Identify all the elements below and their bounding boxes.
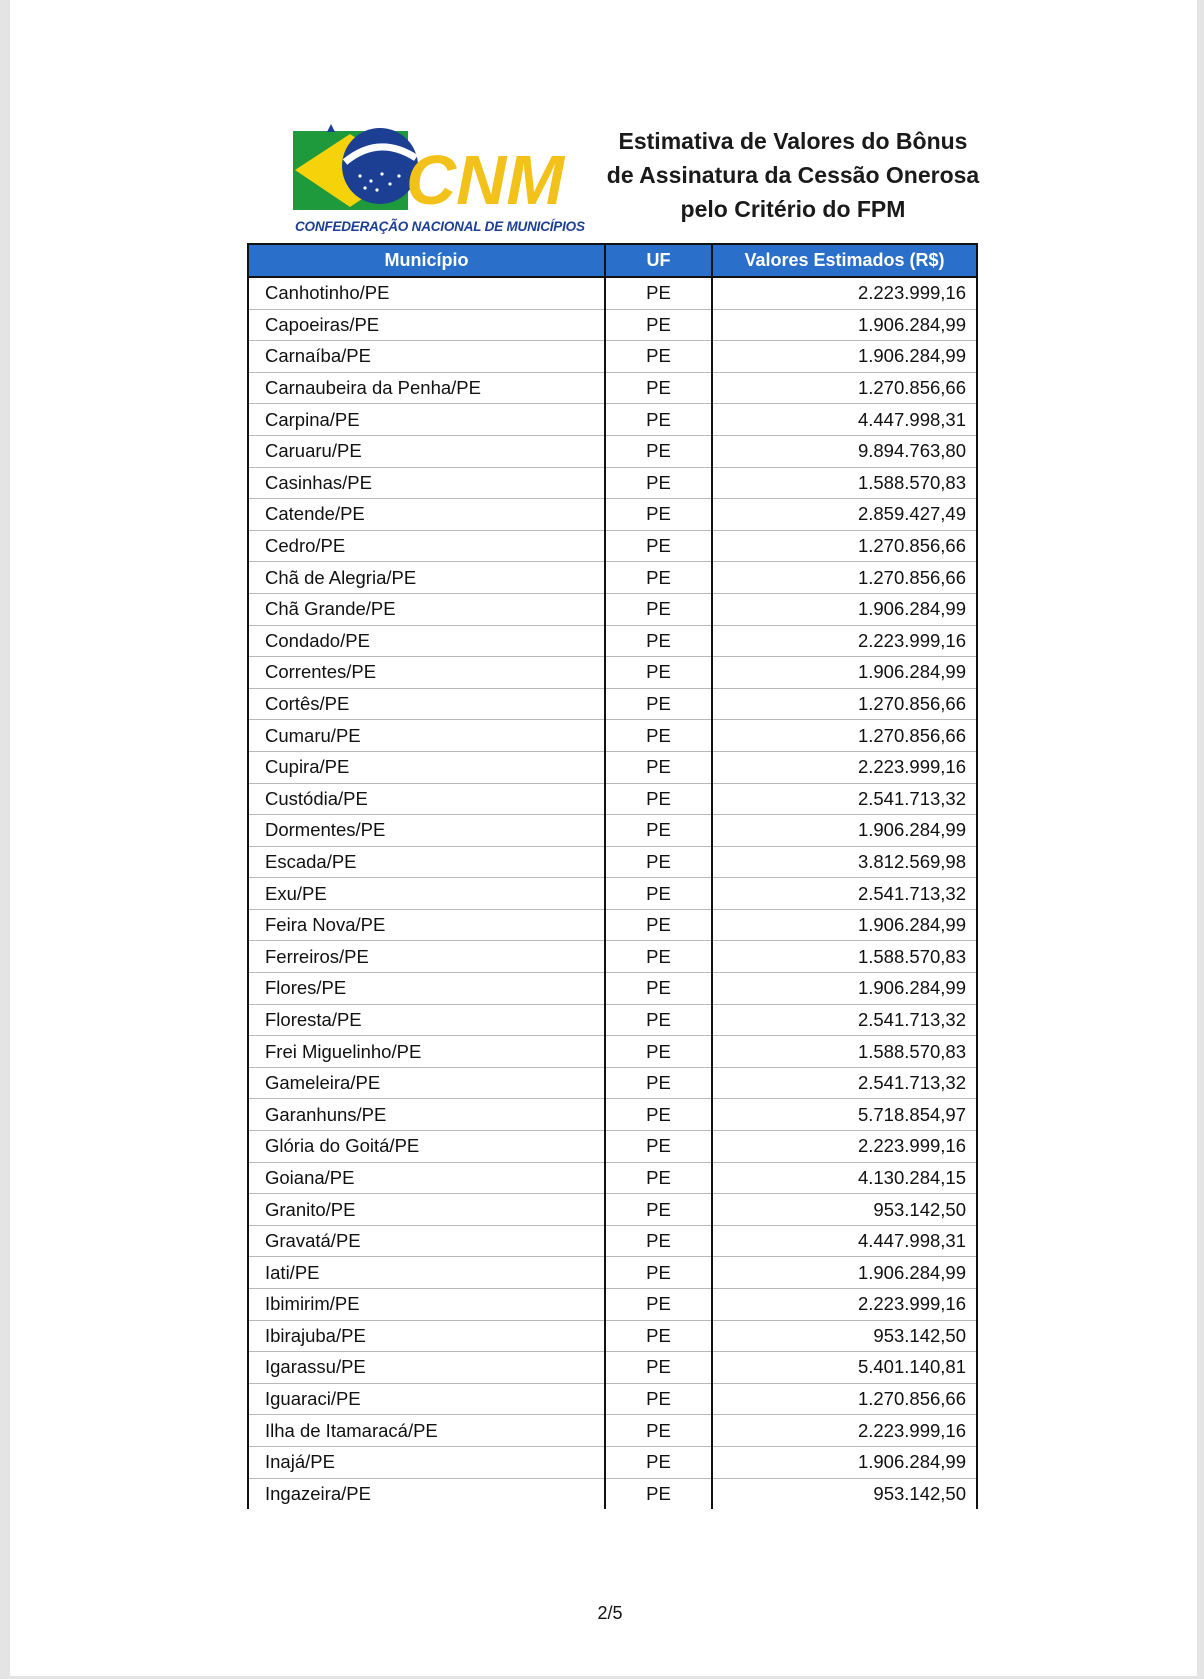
cell-uf: PE	[605, 404, 712, 436]
cell-valor: 2.859.427,49	[712, 499, 977, 531]
cell-uf: PE	[605, 1194, 712, 1226]
table-row	[248, 372, 977, 404]
cell-uf: PE	[605, 1289, 712, 1321]
cell-valor: 2.223.999,16	[712, 277, 977, 309]
title-line-3: pelo Critério do FPM	[680, 196, 906, 222]
table-row	[248, 973, 977, 1005]
logo-caption: CONFEDERAÇÃO NACIONAL DE MUNICÍPIOS	[295, 219, 585, 234]
cell-uf: PE	[605, 973, 712, 1005]
cell-uf: PE	[605, 846, 712, 878]
cell-uf: PE	[605, 1383, 712, 1415]
table-row	[248, 1383, 977, 1415]
document-title	[605, 124, 981, 226]
cell-municipio: Condado/PE	[248, 625, 605, 657]
cell-valor: 1.270.856,66	[712, 372, 977, 404]
cell-uf: PE	[605, 467, 712, 499]
cell-valor: 4.447.998,31	[712, 404, 977, 436]
cell-municipio: Flores/PE	[248, 973, 605, 1005]
cell-uf: PE	[605, 1320, 712, 1352]
table-row	[248, 751, 977, 783]
cell-municipio: Goiana/PE	[248, 1162, 605, 1194]
cell-municipio: Feira Nova/PE	[248, 909, 605, 941]
cell-uf: PE	[605, 1415, 712, 1447]
cell-uf: PE	[605, 909, 712, 941]
cell-municipio: Iguaraci/PE	[248, 1383, 605, 1415]
cell-valor: 1.906.284,99	[712, 593, 977, 625]
cell-valor: 5.718.854,97	[712, 1099, 977, 1131]
cell-municipio: Exu/PE	[248, 878, 605, 910]
cell-valor: 9.894.763,80	[712, 435, 977, 467]
cell-uf: PE	[605, 277, 712, 309]
table-row	[248, 1036, 977, 1068]
cell-valor: 1.906.284,99	[712, 341, 977, 373]
table-row	[248, 1352, 977, 1384]
cell-uf: PE	[605, 751, 712, 783]
table-row	[248, 878, 977, 910]
cell-uf: PE	[605, 1004, 712, 1036]
cell-municipio: Chã Grande/PE	[248, 593, 605, 625]
table-row	[248, 309, 977, 341]
cell-municipio: Escada/PE	[248, 846, 605, 878]
cell-uf: PE	[605, 783, 712, 815]
cell-uf: PE	[605, 720, 712, 752]
cell-uf: PE	[605, 341, 712, 373]
cell-valor: 1.588.570,83	[712, 941, 977, 973]
cell-uf: PE	[605, 1131, 712, 1163]
cell-valor: 1.270.856,66	[712, 530, 977, 562]
cell-municipio: Granito/PE	[248, 1194, 605, 1226]
table-row	[248, 720, 977, 752]
cell-valor: 1.270.856,66	[712, 1383, 977, 1415]
cell-uf: PE	[605, 1446, 712, 1478]
table-row	[248, 1257, 977, 1289]
cell-uf: PE	[605, 1067, 712, 1099]
table-row	[248, 1320, 977, 1352]
table-row	[248, 1099, 977, 1131]
table-row	[248, 1478, 977, 1509]
cell-municipio: Cupira/PE	[248, 751, 605, 783]
cell-uf: PE	[605, 1225, 712, 1257]
cell-municipio: Frei Miguelinho/PE	[248, 1036, 605, 1068]
cell-uf: PE	[605, 688, 712, 720]
table-row	[248, 1289, 977, 1321]
table-row	[248, 909, 977, 941]
table-row	[248, 1131, 977, 1163]
cell-municipio: Iati/PE	[248, 1257, 605, 1289]
cell-valor: 2.541.713,32	[712, 1004, 977, 1036]
cell-municipio: Ibimirim/PE	[248, 1289, 605, 1321]
table-row	[248, 846, 977, 878]
cell-valor: 2.223.999,16	[712, 1131, 977, 1163]
cell-municipio: Igarassu/PE	[248, 1352, 605, 1384]
cell-municipio: Garanhuns/PE	[248, 1099, 605, 1131]
title-line-1: Estimativa de Valores do Bônus	[618, 128, 968, 154]
cell-valor: 1.270.856,66	[712, 720, 977, 752]
cell-valor: 3.812.569,98	[712, 846, 977, 878]
title-line-2: de Assinatura da Cessão Onerosa	[606, 162, 980, 188]
cell-municipio: Canhotinho/PE	[248, 277, 605, 309]
header-valores: Valores Estimados (R$)	[712, 244, 977, 277]
header-uf: UF	[605, 244, 712, 277]
cell-valor: 1.588.570,83	[712, 467, 977, 499]
cell-municipio: Chã de Alegria/PE	[248, 562, 605, 594]
cell-valor: 1.906.284,99	[712, 815, 977, 847]
cell-uf: PE	[605, 309, 712, 341]
table-row	[248, 341, 977, 373]
cell-municipio: Carnaubeira da Penha/PE	[248, 372, 605, 404]
table-row	[248, 435, 977, 467]
table-row	[248, 562, 977, 594]
cell-uf: PE	[605, 815, 712, 847]
cell-valor: 2.223.999,16	[712, 751, 977, 783]
document-page	[10, 0, 1197, 1676]
cell-municipio: Ilha de Itamaracá/PE	[248, 1415, 605, 1447]
table-row	[248, 941, 977, 973]
cell-uf: PE	[605, 1036, 712, 1068]
cell-municipio: Ingazeira/PE	[248, 1478, 605, 1509]
cell-valor: 5.401.140,81	[712, 1352, 977, 1384]
cell-uf: PE	[605, 593, 712, 625]
cell-municipio: Cortês/PE	[248, 688, 605, 720]
brazil-flag-logo-icon	[293, 118, 568, 218]
cell-uf: PE	[605, 878, 712, 910]
table-row	[248, 530, 977, 562]
table-row	[248, 783, 977, 815]
table-row	[248, 688, 977, 720]
table-row	[248, 467, 977, 499]
cell-valor: 953.142,50	[712, 1320, 977, 1352]
cell-valor: 2.223.999,16	[712, 1289, 977, 1321]
cell-municipio: Catende/PE	[248, 499, 605, 531]
values-table	[247, 243, 978, 1509]
cell-valor: 1.270.856,66	[712, 562, 977, 594]
cell-municipio: Capoeiras/PE	[248, 309, 605, 341]
cell-uf: PE	[605, 372, 712, 404]
table-row	[248, 593, 977, 625]
cell-valor: 1.270.856,66	[712, 688, 977, 720]
cell-valor: 1.906.284,99	[712, 657, 977, 689]
table-row	[248, 404, 977, 436]
cell-valor: 1.906.284,99	[712, 309, 977, 341]
table-row	[248, 1004, 977, 1036]
cell-uf: PE	[605, 562, 712, 594]
cell-valor: 1.906.284,99	[712, 1446, 977, 1478]
table-row	[248, 1067, 977, 1099]
table-row	[248, 1194, 977, 1226]
cell-valor: 2.541.713,32	[712, 783, 977, 815]
table-row	[248, 657, 977, 689]
cell-valor: 953.142,50	[712, 1194, 977, 1226]
table-row	[248, 499, 977, 531]
header-municipio: Município	[248, 244, 605, 277]
cell-municipio: Correntes/PE	[248, 657, 605, 689]
cell-municipio: Ibirajuba/PE	[248, 1320, 605, 1352]
cell-uf: PE	[605, 1257, 712, 1289]
cell-uf: PE	[605, 530, 712, 562]
table-row	[248, 1446, 977, 1478]
table-row	[248, 1225, 977, 1257]
cell-uf: PE	[605, 1099, 712, 1131]
cell-municipio: Floresta/PE	[248, 1004, 605, 1036]
cell-valor: 1.906.284,99	[712, 973, 977, 1005]
cell-valor: 2.541.713,32	[712, 878, 977, 910]
table-row	[248, 1162, 977, 1194]
cell-uf: PE	[605, 1162, 712, 1194]
cell-valor: 2.223.999,16	[712, 1415, 977, 1447]
cell-municipio: Custódia/PE	[248, 783, 605, 815]
table-row	[248, 625, 977, 657]
cell-uf: PE	[605, 1478, 712, 1509]
cell-municipio: Gameleira/PE	[248, 1067, 605, 1099]
cell-valor: 2.223.999,16	[712, 625, 977, 657]
cell-valor: 1.906.284,99	[712, 1257, 977, 1289]
table-row	[248, 815, 977, 847]
cell-municipio: Cumaru/PE	[248, 720, 605, 752]
cell-valor: 1.588.570,83	[712, 1036, 977, 1068]
cell-municipio: Carpina/PE	[248, 404, 605, 436]
cell-municipio: Ferreiros/PE	[248, 941, 605, 973]
page-number: 2/5	[597, 1603, 623, 1623]
cell-uf: PE	[605, 625, 712, 657]
table-row	[248, 277, 977, 309]
cell-uf: PE	[605, 499, 712, 531]
cell-uf: PE	[605, 435, 712, 467]
cell-municipio: Caruaru/PE	[248, 435, 605, 467]
cell-municipio: Dormentes/PE	[248, 815, 605, 847]
cell-municipio: Inajá/PE	[248, 1446, 605, 1478]
cell-uf: PE	[605, 941, 712, 973]
cell-municipio: Casinhas/PE	[248, 467, 605, 499]
cell-valor: 953.142,50	[712, 1478, 977, 1509]
table-header-row	[248, 244, 977, 277]
cnm-logo	[293, 118, 585, 241]
cell-uf: PE	[605, 657, 712, 689]
cell-valor: 2.541.713,32	[712, 1067, 977, 1099]
cell-valor: 4.447.998,31	[712, 1225, 977, 1257]
cell-municipio: Cedro/PE	[248, 530, 605, 562]
table-row	[248, 1415, 977, 1447]
cell-valor: 1.906.284,99	[712, 909, 977, 941]
cell-valor: 4.130.284,15	[712, 1162, 977, 1194]
cell-municipio: Glória do Goitá/PE	[248, 1131, 605, 1163]
cell-municipio: Carnaíba/PE	[248, 341, 605, 373]
cell-uf: PE	[605, 1352, 712, 1384]
cell-municipio: Gravatá/PE	[248, 1225, 605, 1257]
logo-text: CNM	[406, 141, 566, 218]
